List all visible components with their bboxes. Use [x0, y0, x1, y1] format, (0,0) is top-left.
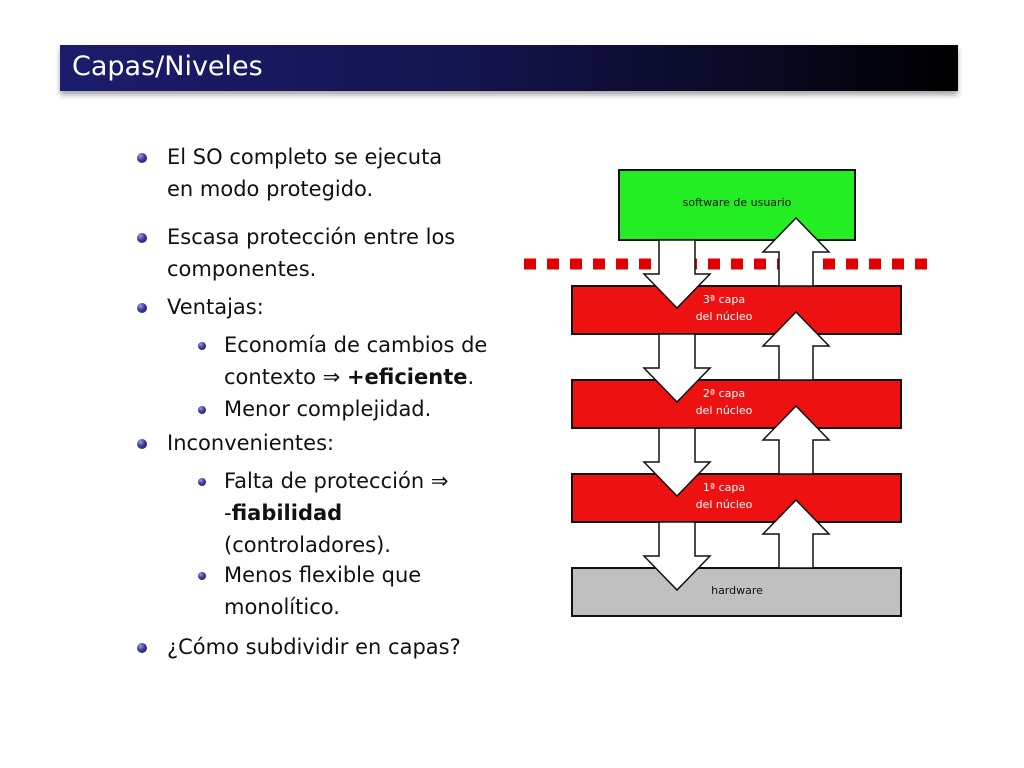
bullet-text: Menor complejidad.	[224, 397, 432, 421]
slide-title: Capas/Niveles	[72, 51, 263, 82]
bullet-text-part: .	[467, 365, 475, 389]
bullet-text-part: contexto ⇒	[224, 365, 347, 389]
bullet-text-bold: fiabilidad	[231, 501, 343, 525]
bullet-text: en modo protegido.	[167, 177, 374, 201]
bullet-text: Escasa protección entre los	[167, 225, 456, 249]
bullet-text: Economía de cambios de	[224, 333, 488, 357]
user-software-label: software de usuario	[682, 196, 792, 209]
bullet-text: (controladores).	[224, 533, 391, 557]
kernel-layer-2-label: del núcleo	[695, 404, 753, 417]
bullet-text: Menos flexible que	[224, 563, 422, 587]
bullet-text: componentes.	[167, 257, 317, 281]
kernel-layer-1-label: del núcleo	[695, 498, 753, 511]
bullet-text: monolítico.	[224, 595, 340, 619]
hardware-label: hardware	[711, 584, 763, 597]
bullet-text-bold: +eficiente	[346, 365, 468, 389]
bullet-text-part: -	[224, 501, 232, 525]
kernel-layer-3-label: del núcleo	[695, 310, 753, 323]
kernel-layer-1-label: 1ª capa	[702, 481, 746, 494]
kernel-layer-3-label: 3ª capa	[702, 293, 746, 306]
bullet-text: Falta de protección ⇒	[224, 469, 449, 493]
bullet-text: Inconvenientes:	[167, 431, 335, 455]
kernel-layer-2-label: 2ª capa	[702, 387, 746, 400]
bullet-text: Ventajas:	[167, 295, 264, 319]
bullet-text: El SO completo se ejecuta	[167, 145, 443, 169]
bullet-text: ¿Cómo subdividir en capas?	[167, 635, 461, 659]
